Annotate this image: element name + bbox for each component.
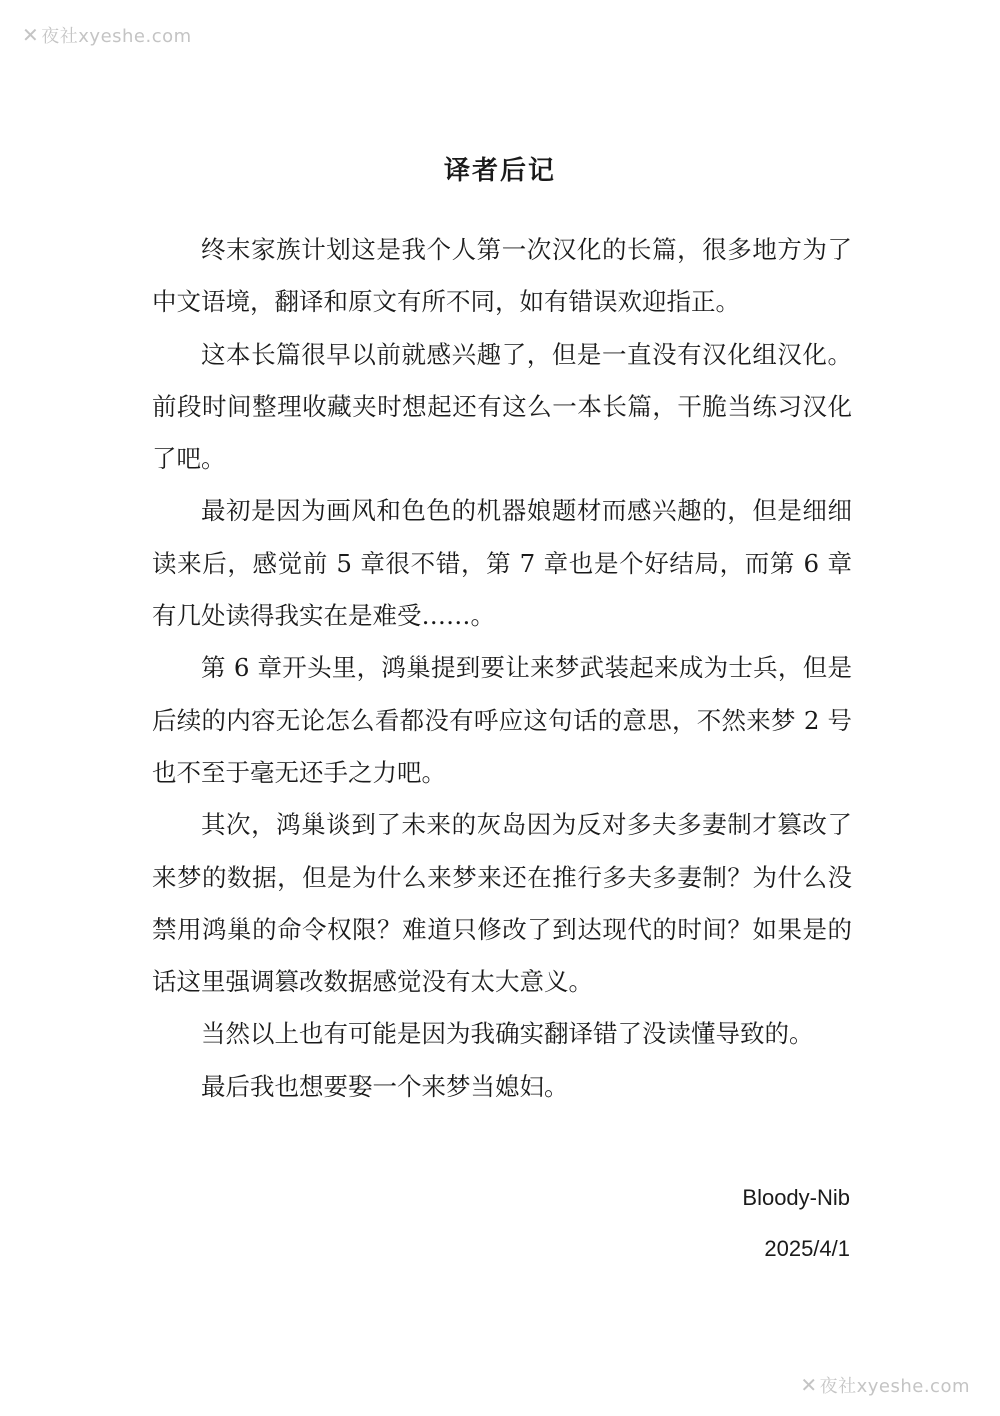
document-body <box>152 224 852 1113</box>
paragraph-7: 最后我也想要娶一个来梦当媳妇。 <box>201 1071 569 1101</box>
page-title: 译者后记 <box>443 156 556 186</box>
paragraph-4: 第 6 章开头里，鸿巢提到要让来梦武装起来成为士兵，但是后续的内容无论怎么看都没有呼应这句话的意思，不然来梦 2 号也不至于毫无还手之力吧。 <box>152 653 852 787</box>
watermark-top-text: 夜社xyeshe.com <box>41 26 192 47</box>
paragraph-2: 这本长篇很早以前就感兴趣了，但是一直没有汉化组汉化。前段时间整理收藏夹时想起还有这么一本长篇，干脆当练习汉化了吧。 <box>152 339 852 474</box>
signature-block <box>742 1172 850 1274</box>
watermark-bottom-text: 夜社xyeshe.com <box>819 1376 970 1397</box>
paragraph-6: 当然以上也有可能是因为我确实翻译错了没读懂导致的。 <box>201 1019 814 1049</box>
watermark-bottom <box>800 1372 970 1398</box>
watermark-top <box>22 22 192 48</box>
x-logo-icon: ✕ <box>22 23 40 47</box>
paragraph-3: 最初是因为画风和色色的机器娘题材而感兴趣的，但是细细读来后，感觉前 5 章很不错，第 7 章也是个好结局，而第 6 章有几处读得我实在是难受……。 <box>152 496 852 631</box>
signature-date: 2025/4/1 <box>764 1236 850 1261</box>
x-logo-icon: ✕ <box>800 1373 818 1397</box>
signature-author: Bloody-Nib <box>742 1185 850 1210</box>
paragraph-1: 终末家族计划这是我个人第一次汉化的长篇，很多地方为了中文语境，翻译和原文有所不同，如有错误欢迎指正。 <box>152 235 852 317</box>
paragraph-5: 其次，鸿巢谈到了未来的灰岛因为反对多夫多妻制才篡改了来梦的数据，但是为什么来梦来还在推行多夫多妻制？为什么没禁用鸿巢的命令权限？难道只修改了到达现代的时间？如果是的话这里强调篡改数据感觉没有太大意义。 <box>152 810 852 997</box>
